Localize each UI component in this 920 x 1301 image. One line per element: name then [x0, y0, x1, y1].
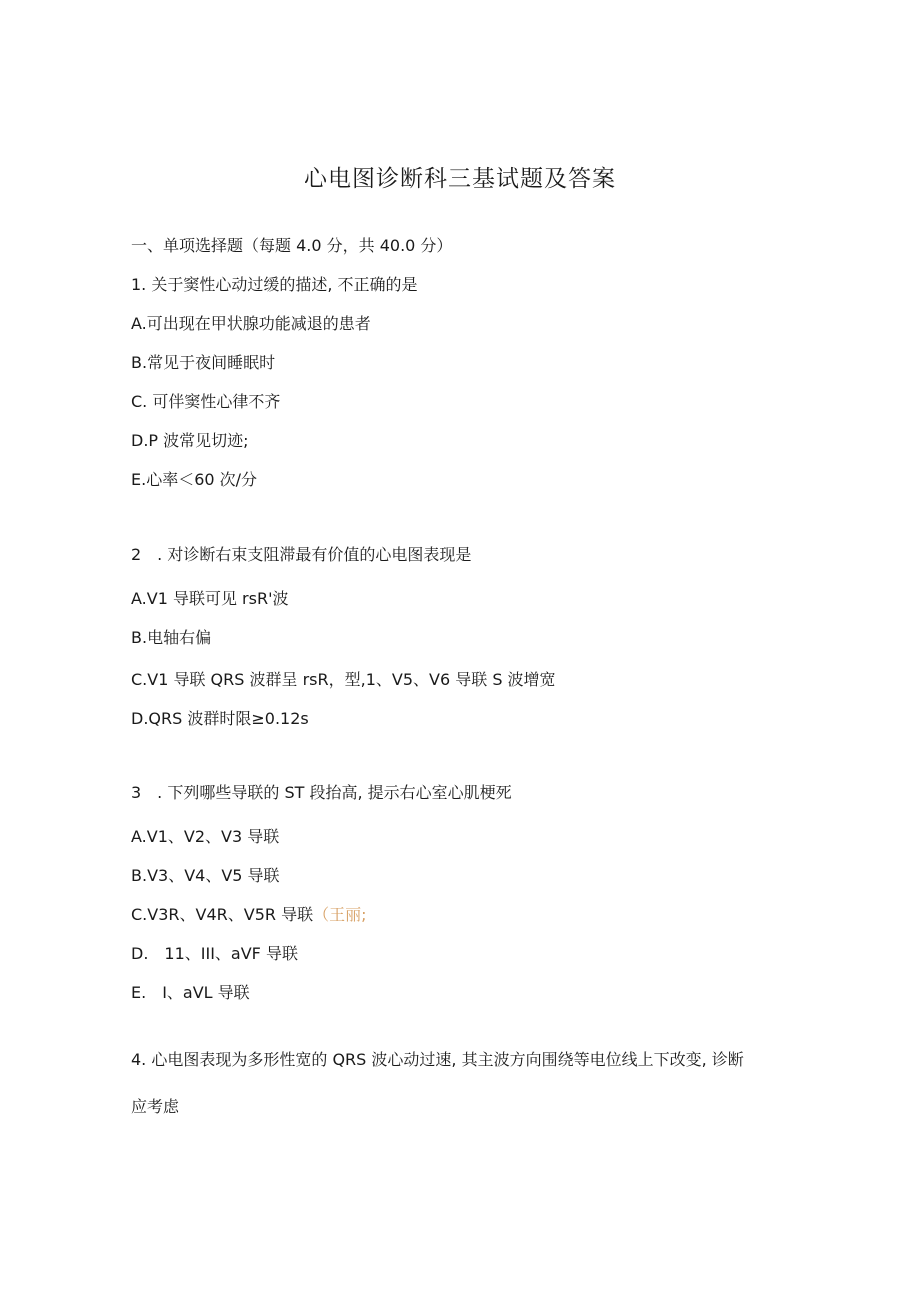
- question-2-option-d: D.QRS 波群时限≥0.12s: [131, 709, 309, 728]
- question-3-option-b: B.V3、V4、V5 导联: [131, 866, 280, 885]
- question-2-option-c: C.V1 导联 QRS 波群呈 rsR，型,1、V5、V6 导联 S 波增宽: [131, 670, 556, 689]
- question-1-option-d: D.P 波常见切迹;: [131, 431, 249, 450]
- question-2-option-b: B.电轴右偏: [131, 628, 212, 647]
- page-title: 心电图诊断科三基试题及答案: [304, 166, 616, 192]
- question-1-option-b: B.常见于夜间睡眠时: [131, 353, 276, 372]
- question-3-option-a: A.V1、V2、V3 导联: [131, 827, 280, 846]
- question-2-option-a: A.V1 导联可见 rsR'波: [131, 589, 289, 608]
- question-2-stem: 2 . 对诊断右束支阻滞最有价值的心电图表现是: [131, 545, 472, 564]
- question-3-option-c-note: （王丽;: [313, 905, 367, 924]
- question-3-stem: 3 . 下列哪些导联的 ST 段抬高, 提示右心室心肌梗死: [131, 783, 512, 802]
- question-1-option-a: A.可出现在甲状腺功能减退的患者: [131, 314, 371, 333]
- question-1-stem: 1. 关于窦性心动过缓的描述, 不正确的是: [131, 275, 418, 294]
- question-1-option-c: C. 可伴窦性心律不齐: [131, 392, 281, 411]
- question-4-stem-line-2: 应考虑: [131, 1097, 180, 1116]
- question-3-option-c: [131, 905, 366, 925]
- question-3-option-d: D. 11、III、aVF 导联: [131, 944, 298, 963]
- question-1-option-e: E.心率＜60 次/分: [131, 470, 258, 489]
- question-3-option-c-text: C.V3R、V4R、V5R 导联: [131, 905, 314, 924]
- section-heading: 一、单项选择题（每题 4.0 分，共 40.0 分）: [131, 236, 453, 255]
- question-3-option-e: E. I、aVL 导联: [131, 983, 250, 1002]
- question-4-stem-line-1: 4. 心电图表现为多形性宽的 QRS 波心动过速, 其主波方向围绕等电位线上下改变, 诊断: [131, 1050, 744, 1069]
